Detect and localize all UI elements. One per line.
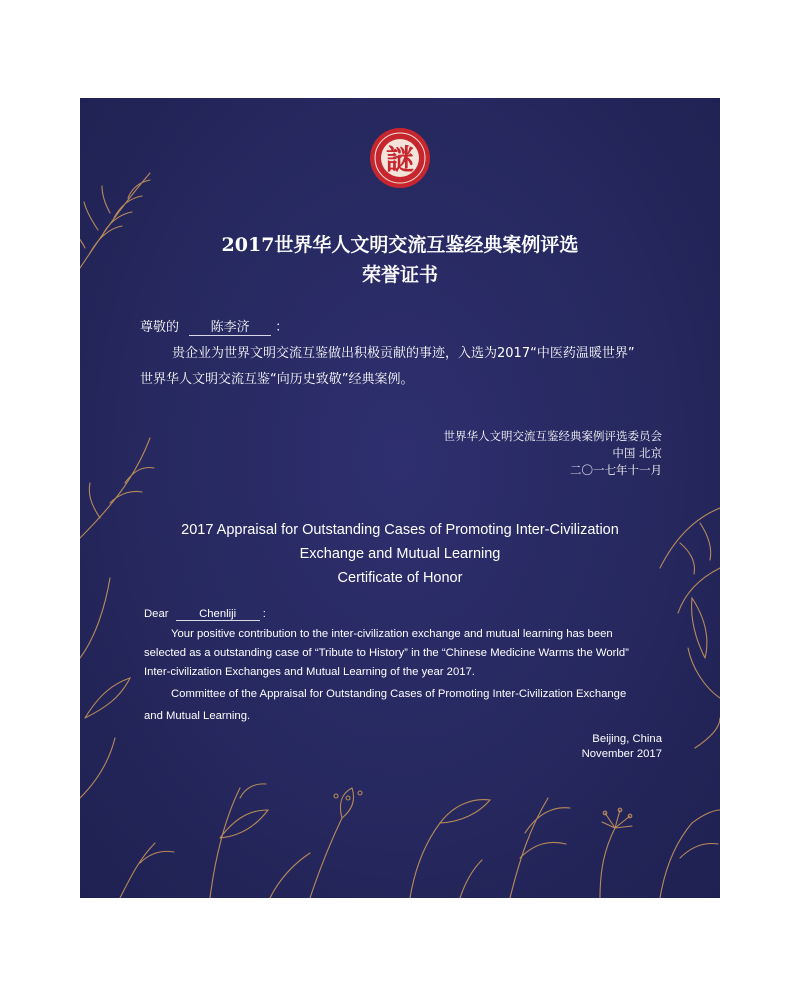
seal-glyph: 謎 (385, 143, 414, 176)
certificate (80, 98, 720, 898)
salutation-colon-en: : (262, 608, 266, 620)
seal-emblem (368, 126, 432, 190)
salutation-prefix: 尊敬的 (140, 320, 180, 335)
english-date: November 2017 (581, 748, 662, 760)
chinese-body-line2: 世界华人文明交流互鉴“向历史致敬”经典案例。 (140, 372, 414, 387)
chinese-place: 中国 北京 (612, 446, 662, 460)
english-place: Beijing, China (592, 733, 662, 745)
english-title-line2: Exchange and Mutual Learning (299, 546, 501, 562)
english-body-line1: Your positive contribution to the inter-civilization exchange and mutual learning has been (171, 628, 613, 640)
english-committee-line1: Committee of the Appraisal for Outstanding Cases of Promoting Inter-Civilization Exchange (171, 688, 627, 700)
english-title-line3: Certificate of Honor (337, 570, 463, 586)
botanical-decoration (80, 98, 720, 898)
chinese-body-line1: 贵企业为世界文明交流互鉴做出积极贡献的事迹，入选为2017“中医药温暖世界” (172, 346, 635, 361)
english-title-line1: 2017 Appraisal for Outstanding Cases of Promoting Inter-Civilization (181, 522, 619, 538)
recipient-name-cn: 陈李济 (189, 316, 271, 336)
chinese-date: 二〇一七年十一月 (570, 463, 662, 477)
chinese-salutation (140, 316, 288, 336)
english-committee-line2: and Mutual Learning. (144, 710, 251, 722)
english-body-line3: Inter-civilization Exchanges and Mutual Learning of the year 2017. (144, 666, 475, 678)
chinese-subtitle: 荣誉证书 (361, 264, 438, 286)
english-salutation (144, 608, 266, 621)
chinese-issuer: 世界华人文明交流互鉴经典案例评选委员会 (443, 429, 662, 443)
recipient-name-en: Chenliji (176, 608, 260, 621)
english-body-line2: selected as a outstanding case of “Tribute to History” in the “Chinese Medicine Warms the World” (144, 647, 629, 659)
salutation-colon: ： (275, 320, 289, 335)
chinese-title: 2017世界华人文明交流互鉴经典案例评选 (221, 234, 579, 256)
salutation-prefix-en: Dear (144, 608, 169, 620)
